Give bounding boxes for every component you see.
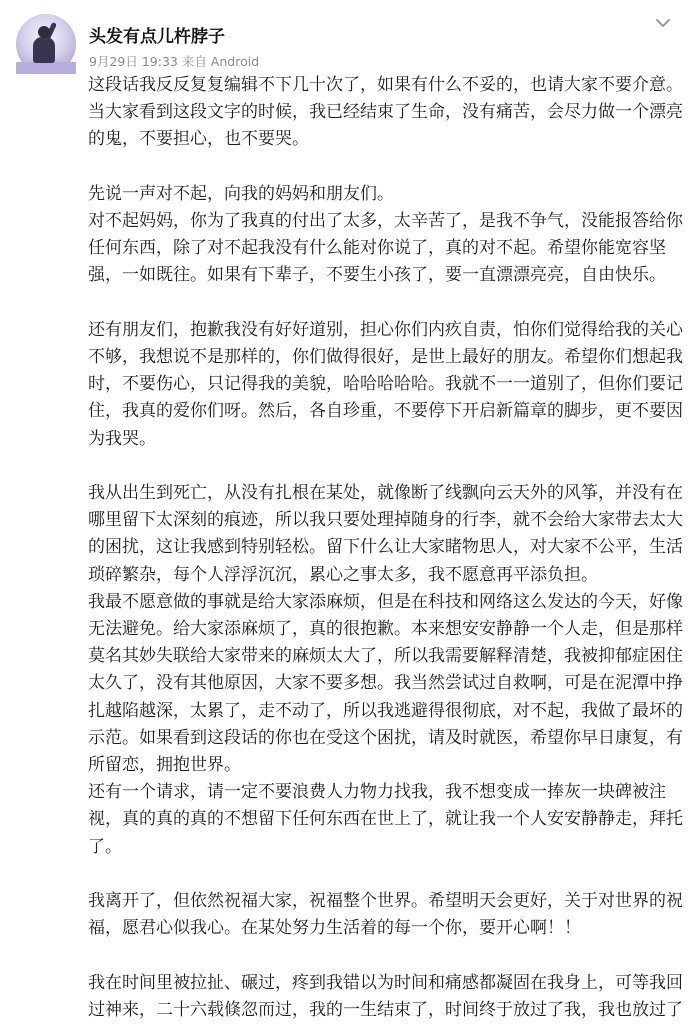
post-meta: 9月29日 19:33 来自 Android xyxy=(89,54,260,69)
avatar-ground xyxy=(16,62,76,74)
post-text-line: 我最不愿意做的事就是给大家添麻烦，但是在科技和网络这么发达的今天，好像 xyxy=(88,591,683,612)
post-text-line: 为我哭。 xyxy=(88,428,156,449)
post-text-line: 示范。如果看到这段话的你也在受这个困扰，请及时就医，希望你早日康复，有 xyxy=(88,727,683,748)
post-text-line: 先说一声对不起，向我的妈妈和朋友们。 xyxy=(88,183,394,204)
avatar-icon[interactable] xyxy=(16,14,76,74)
post-text-line: 莫名其妙失联给大家带来的麻烦太大了，所以我需要解释清楚，我被抑郁症困住 xyxy=(88,646,683,667)
post-text-line: 住，我真的爱你们呀。然后，各自珍重，不要停下开启新篇章的脚步，更不要因 xyxy=(88,401,683,422)
post-text-line: 福，愿君心似我心。在某处努力生活着的每一个你，要开心啊！！ xyxy=(88,918,581,939)
post-text-line: 我离开了，但依然祝福大家，祝福整个世界。希望明天会更好，关于对世界的祝 xyxy=(88,891,683,912)
post-text-line: 无法避免。给大家添麻烦了，真的很抱歉。本来想安安静静一个人走，但是那样 xyxy=(88,619,683,640)
paragraph-gap xyxy=(88,453,680,480)
post-text-line: 太久了，没有其他原因，大家不要多想。我当然尝试过自救啊，可是在泥潭中挣 xyxy=(88,673,683,694)
post-header xyxy=(0,0,690,80)
post-text-line: 不够，我想说不是那样的，你们做得很好，是世上最好的朋友。希望你们想起我 xyxy=(88,347,683,367)
post-text-line: 过神来，二十六载倏忽而过，我的一生结束了，时间终于放过了我，我也放过了 xyxy=(88,999,683,1020)
paragraph-gap xyxy=(88,290,680,317)
post-text-line: 琐碎繁杂，每个人浮浮沉沉，累心之事太多，我不愿意再平添负担。 xyxy=(88,564,598,585)
chevron-down-icon[interactable] xyxy=(652,12,674,34)
post-text-line: 的困扰，这让我感到特别轻松。留下什么让大家睹物思人，对大家不公平，生活 xyxy=(88,537,683,558)
paragraph-gap xyxy=(88,154,680,181)
post-text-line: 还有一个请求，请一定不要浪费人力物力找我，我不想变成一捧灰一块碑被注 xyxy=(88,782,666,803)
username[interactable]: 头发有点儿杵脖子 xyxy=(89,27,225,47)
post-text-line: 还有朋友们，抱歉我没有好好道别，担心你们内疚自责，怕你们觉得给我的关心 xyxy=(88,319,683,340)
avatar-body xyxy=(33,37,55,63)
post-text-line: 强，一如既往。如果有下辈子，不要生小孩了，要一直漂漂亮亮，自由快乐。 xyxy=(88,265,666,286)
post-text-line: 这段话我反反复复编辑不下几十次了，如果有什么不妥的，也请大家不要介意。 xyxy=(88,75,683,95)
post-text-line: 哪里留下太深刻的痕迹，所以我只要处理掉随身的行李，就不会给大家带去太大 xyxy=(88,510,683,531)
avatar-head xyxy=(38,26,50,38)
post-text-line: 视，真的真的真的不想留下任何东西在世上了，就让我一个人安安静静走，拜托 xyxy=(88,809,683,830)
post-text-line: 所留恋，拥抱世界。 xyxy=(88,755,241,776)
post-text-line: 我在时间里被拉扯、碾过，疼到我错以为时间和痛感都凝固在我身上，可等我回 xyxy=(88,972,683,993)
post-text-line: 的鬼，不要担心，也不要哭。 xyxy=(88,129,309,150)
post-body xyxy=(88,72,683,1024)
post-text-line: 我从出生到死亡，从没有扎根在某处，就像断了线飘向云天外的风筝，并没有在 xyxy=(88,483,683,503)
post-text-line: 了。 xyxy=(88,836,122,857)
paragraph-gap xyxy=(88,942,680,969)
post-text-line: 当大家看到这段文字的时候，我已经结束了生命，没有痛苦，会尽力做一个漂亮 xyxy=(88,102,683,123)
post-text-line: 时，不要伤心，只记得我的美貌，哈哈哈哈哈。我就不一一道别了，但你们要记 xyxy=(88,374,683,395)
post-text-line: 扎越陷越深，太累了，走不动了，所以我逃避得很彻底，对不起，我做了最坏的 xyxy=(88,700,683,721)
post-text-line: 对不起妈妈，你为了我真的付出了太多，太辛苦了，是我不争气，没能报答给你 xyxy=(88,211,683,231)
post-text-line: 任何东西，除了对不起我没有什么能对你说了，真的对不起。希望你能宽容坚 xyxy=(88,238,666,259)
paragraph-gap xyxy=(88,861,680,888)
